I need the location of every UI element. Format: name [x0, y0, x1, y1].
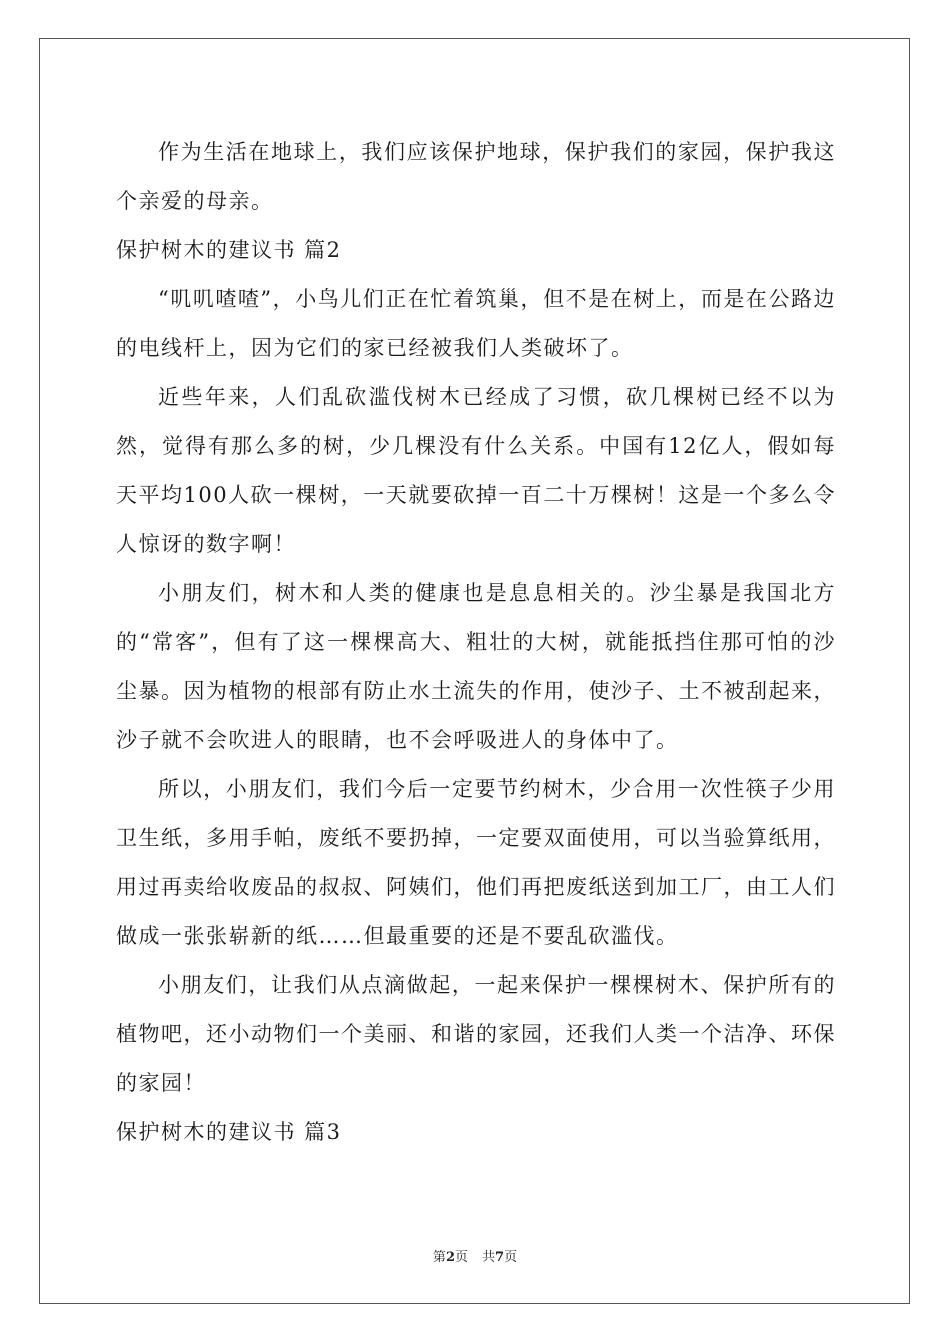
paragraph: “叽叽喳喳”，小鸟儿们正在忙着筑巢，但不是在树上，而是在公路边的电线杆上，因为它们的家已经被我们人类破坏了。 [116, 287, 836, 360]
document-body [116, 128, 836, 1157]
page-suffix: 页 [454, 1250, 468, 1265]
page-prefix: 第 [432, 1250, 446, 1265]
total-prefix: 共 [482, 1250, 496, 1265]
paragraph: 作为生活在地球上，我们应该保护地球，保护我们的家园，保护我这个亲爱的母亲。 [116, 140, 836, 213]
paragraph: 小朋友们，树木和人类的健康也是息息相关的。沙尘暴是我国北方的“常客”，但有了这一棵棵高大、粗壮的大树，就能抵挡住那可怕的沙尘暴。因为植物的根部有防止水土流失的作用，使沙子、土不被刮起来，沙子就不会吹进人的眼睛，也不会呼吸进人的身体中了。 [116, 581, 836, 752]
section-heading: 保护树木的建议书 篇3 [116, 1120, 342, 1144]
total-page-count: 7 [495, 1250, 505, 1265]
paragraph: 小朋友们，让我们从点滴做起，一起来保护一棵棵树木、保护所有的植物吧，还小动物们一个美丽、和谐的家园，还我们人类一个洁净、环保的家园！ [116, 973, 836, 1095]
paragraph: 所以，小朋友们，我们今后一定要节约树木，少合用一次性筷子少用卫生纸，多用手帕，废纸不要扔掉，一定要双面使用，可以当验算纸用，用过再卖给收废品的叔叔、阿姨们，他们再把废纸送到加工厂，由工人们做成一张张崭新的纸……但最重要的还是不要乱砍滥伐。 [116, 777, 836, 948]
section-heading: 保护树木的建议书 篇2 [116, 238, 342, 262]
paragraph: 近些年来，人们乱砍滥伐树木已经成了习惯，砍几棵树已经不以为然，觉得有那么多的树，少几棵没有什么关系。中国有12亿人，假如每天平均100人砍一棵树，一天就要砍掉一百二十万棵树！这是一个多么令人惊讶的数字啊！ [116, 385, 836, 556]
page-footer [0, 1246, 950, 1265]
current-page-number: 2 [445, 1250, 455, 1265]
total-suffix: 页 [504, 1250, 518, 1265]
